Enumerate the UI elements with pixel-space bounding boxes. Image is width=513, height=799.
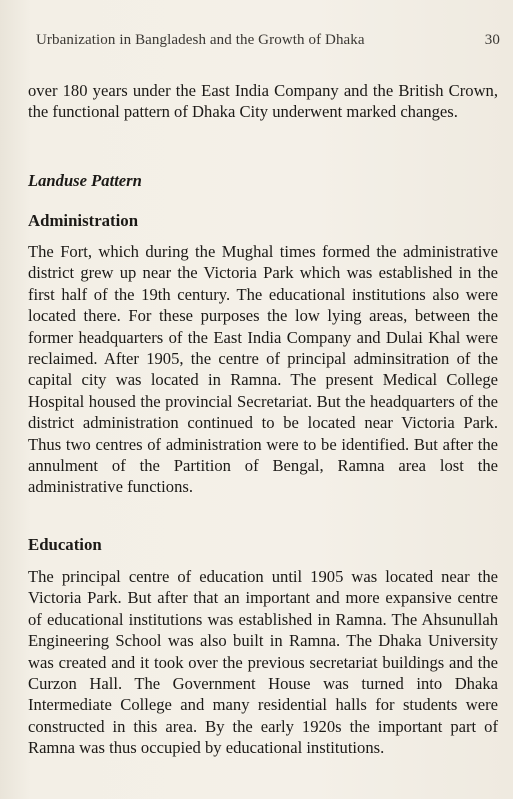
administration-paragraph-block (28, 241, 498, 498)
page-number: 30 (484, 32, 500, 48)
education-paragraph: The principal centre of education until 1905 was located near the Victoria Park. But after that an important and more expansive centre of educational institutions was established in Ramna. The Ahsunullah Engineering School was also built in Ramna. The Dhaka University was created and it took over the previous secretariat buildings and the Curzon Hall. The Government House was turned into Dhaka Intermediate College and many residential halls for students were constructed in this area. By the early 1920s the important part of Ramna was thus occupied by educational institutions. (28, 567, 498, 758)
section-title: Landuse Pattern (28, 171, 142, 190)
running-title: Urbanization in Bangladesh and the Growth of Dhaka (36, 32, 365, 48)
running-header (36, 32, 500, 49)
subsection-heading-education: Education (28, 535, 102, 554)
administration-paragraph: The Fort, which during the Mughal times formed the administrative district grew up near the Victoria Park which was established in the first half of the 19th century. The educational institutions also were located there. For these purposes the low lying areas, between the former headquarters of the East India Company and Dulai Khal were reclaimed. After 1905, the centre of principal adminsitration of the capital city was located in Ramna. The present Medical College Hospital housed the provincial Secretariat. But the headquarters of the district administration continued to be located near Victoria Park. Thus two centres of administration were to be identified. But after the annulment of the Partition of Bengal, Ramna area lost the administrative functions. (28, 242, 498, 497)
education-paragraph-block (28, 566, 498, 759)
intro-paragraph-block (28, 80, 498, 123)
subsection-heading-administration: Administration (28, 211, 139, 230)
intro-paragraph: over 180 years under the East India Company and the British Crown, the functional pattern of Dhaka City underwent marked changes. (28, 81, 498, 122)
